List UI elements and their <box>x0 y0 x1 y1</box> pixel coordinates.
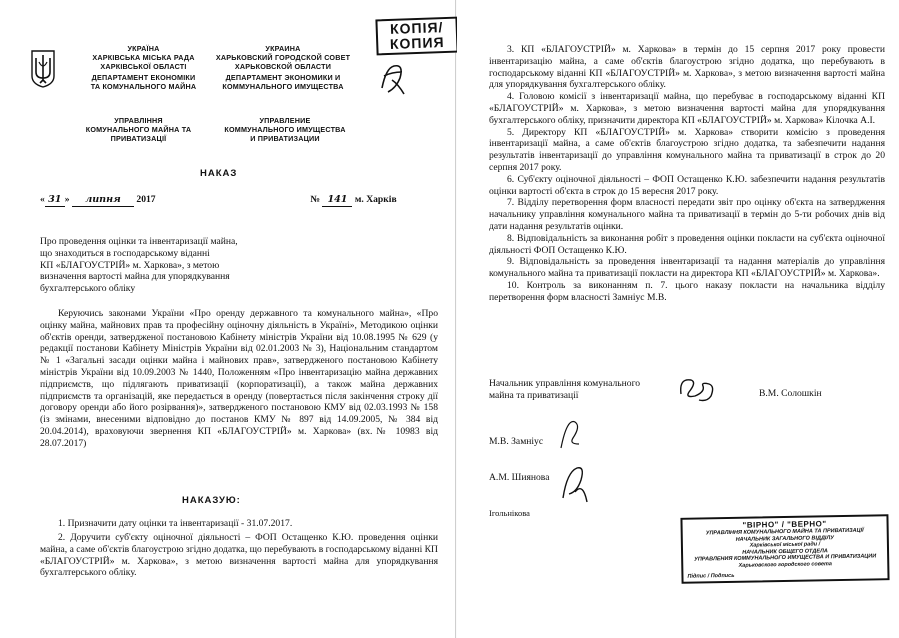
signature-icon <box>675 372 719 406</box>
verno-stamp-title: "ВІРНО" / "ВЕРНО" <box>742 519 827 530</box>
verno-stamp-line: УПРАВЛЕНИЯ КОММУНАЛЬНОГО ИМУЩЕСТВА И ПРИВАТИЗАЦИИ <box>694 553 877 563</box>
order-subject-line: КП «БЛАГОУСТРІЙ» м. Харкова», з метою <box>40 259 220 271</box>
approver-signature-icon <box>557 414 591 454</box>
order-item: 6. Суб'єкту оціночної діяльності – ФОП Остащенко К.Ю. забезпечити надання результатів оцінки вартості об'єкта в строк до 15 вересня 2017 року. <box>489 173 885 197</box>
order-subject-line: визначення вартості майна для упорядкування <box>40 271 230 283</box>
header-ua-dept-line: УПРАВЛІННЯ <box>114 116 163 125</box>
order-number-label: № <box>310 194 321 205</box>
header-ru-line: УКРАИНА <box>265 44 301 53</box>
signatory-position-line: майна та приватизації <box>489 389 579 401</box>
header-ru-dept-line: КОММУНАЛЬНОГО ИМУЩЕСТВА <box>224 125 346 134</box>
verno-stamp-line: НАЧАЛЬНИК ОБЩЕГО ОТДЕЛА <box>742 548 828 556</box>
order-item: 3. КП «БЛАГОУСТРІЙ» м. Харкова» в термін до 15 серпня 2017 року провести інвентаризацію майна, а саме об'єктів благоустрою згідно додатка, що перебувають в господарському віданні КП «БЛАГОУСТРІЙ» м. Харкова», з метою визначення вартості майна для упорядкування бухгалтерського обліку. <box>489 44 885 91</box>
order-date-day: 31 <box>45 194 65 207</box>
verno-stamp-line: НАЧАЛЬНИК ЗАГАЛЬНОГО ВІДДІЛУ <box>735 534 834 543</box>
order-item: 7. Відділу перетворення форм власності передати звіт про оцінку об'єкта на затвердження начальнику управління комунального майна та приватизації в термін до 5-ти робочих днів від дати надання результатів оцінки. <box>489 197 885 232</box>
order-item: 9. Відповідальність за проведення інвентаризації та надання матеріалів до управління комунального майна та приватизації покласти на директора КП «БЛАГОУСТРІЙ» м. Харкова». <box>489 256 885 280</box>
preamble-paragraph: Керуючись законами України «Про оренду державного та комунального майна», «Про оцінку майна, майнових прав та професійну оціночну діяльність в Україні», Методикою оцінки об'єктів оренди, затвердженої постановою Кабінету міністрів України від 10.08.1995 № 629 (у редакції постанови Кабінету Міністрів України від 02.01.2003 № 3), Національним стандартом № 1 «Загальні засади оцінки майна і майнових прав», затвердженого постановою Кабінету міністрів України від 10.09.2003 № 1440, Положенням «Про інвентаризацію майна державних підприємств, що підлягають приватизації (корпоратизації), а також майна державних підприємств та організацій, яке передається в оренду (повертається після закінчення строку дії договору оренди або його розірвання)», затвердженого постановою КМУ від 02.03.1993 № 158 (із змінами, внесеними відповідно до постанов КМУ № 897 від 14.09.2005, № 384 від 20.04.2014), враховуючи звернення КП «БЛАГОУСТРІЙ» м. Харкова» (вх.№ 10983 від 28.07.2017) <box>40 308 438 449</box>
coat-of-arms-icon <box>30 50 56 88</box>
verno-stamp-line: УПРАВЛІННЯ КОМУНАЛЬНОГО МАЙНА ТА ПРИВАТИЗАЦІЇ <box>705 527 864 537</box>
copy-stamp <box>375 17 458 56</box>
executor-name: Ігольнікова <box>489 508 530 518</box>
verno-stamp-line: Харківської міської ради / <box>749 541 821 549</box>
verno-stamp <box>680 514 889 584</box>
header-ua-line: УКРАЇНА <box>127 44 160 53</box>
order-date-month: липня <box>72 194 134 207</box>
header-ru-line: КОММУНАЛЬНОГО ИМУЩЕСТВА <box>222 82 344 91</box>
page-right <box>457 0 899 638</box>
order-subject-line: бухгалтерського обліку <box>40 283 136 295</box>
approver-signature-icon <box>559 462 595 508</box>
approver-name: М.В. Замніус <box>489 436 544 447</box>
nakazuyu-heading: НАКАЗУЮ: <box>182 495 241 506</box>
copy-stamp-line: КОПИЯ <box>389 34 445 52</box>
approver-name: А.М. Шиянова <box>489 472 550 483</box>
order-subject-line: що знаходиться в господарському віданні <box>40 247 210 259</box>
order-item: 10. Контроль за виконанням п. 7. цього наказу покласти на начальника відділу перетворення форм власності Замніус М.В. <box>489 279 885 303</box>
signatory-position-line: Начальник управління комунального <box>489 378 641 389</box>
order-number: 141 <box>322 194 352 207</box>
header-ua-line: ТА КОМУНАЛЬНОГО МАЙНА <box>90 82 197 91</box>
header-ua-dept-line: КОМУНАЛЬНОГО МАЙНА ТА <box>85 125 192 134</box>
order-item: 8. Відповідальність за виконання робіт з проведення оцінки покласти на суб'єкта оціночної діяльності ФОП Остащенко К.Ю. <box>489 232 885 256</box>
header-ua-dept <box>66 116 211 143</box>
signatory-name: В.М. Солошкін <box>759 388 822 399</box>
copy-stamp-line: КОПІЯ/ <box>389 19 444 37</box>
order-date-line: « 31 » липня 2017 № 141 м. Харків <box>40 194 397 205</box>
verno-stamp-line: Харьковского городского совета <box>738 561 832 569</box>
order-title: НАКАЗ <box>200 168 238 179</box>
header-ua-line: ХАРКІВСЬКА МІСЬКА РАДА <box>92 53 195 62</box>
order-item: 5. Директору КП «БЛАГОУСТРІЙ» м. Харкова» створити комісію з проведення інвентаризації майна, а саме об'єктів благоустрою згідно додатка, та забезпечити надання результатів інвентаризації до управління комунального майна та приватизації в строк до 20 серпня 2017 року. <box>489 126 885 173</box>
header-ru-line: ХАРЬКОВСКИЙ ГОРОДСКОЙ СОВЕТ <box>215 53 351 62</box>
header-ru-line: ДЕПАРТАМЕНТ ЭКОНОМИКИ И <box>225 73 341 82</box>
order-items-right <box>489 44 885 304</box>
header-ru-dept <box>210 116 360 143</box>
handwritten-mark-icon <box>378 58 408 100</box>
header-ua-line: ХАРКІВСЬКОЇ ОБЛАСТІ <box>100 62 187 71</box>
header-ru-dept-line: УПРАВЛЕНИЕ <box>259 116 311 125</box>
header-ru-line: ХАРЬКОВСКОЙ ОБЛАСТИ <box>234 62 332 71</box>
order-item: 4. Головою комісії з інвентаризації майна, що перебуває в господарському віданні КП «БЛАГОУСТРІЙ» м. Харкова», з метою визначення вартості майна для упорядкування бухгалтерського обліку, призначити директора КП «БЛАГОУСТРІЙ» м. Харкова» Кілочка А.І. <box>489 91 885 126</box>
verno-stamp-footer: Підпис / Подпись <box>687 572 735 580</box>
order-item: 1. Призначити дату оцінки та інвентаризації - 31.07.2017. <box>58 518 293 529</box>
header-ua <box>76 44 211 91</box>
order-item: 2. Доручити суб'єкту оціночної діяльності – ФОП Остащенко К.Ю. проведення оцінки майна, а саме об'єктів благоустрою згідно додатка, що перебувають в господарському віданні КП «БЛАГОУСТРІЙ» м. Харкова», з метою визначення вартості майна для упорядкування бухгалтерського обліку. <box>40 532 438 579</box>
header-ru <box>208 44 358 91</box>
order-subject-line: Про проведення оцінки та інвентаризації майна, <box>40 236 238 247</box>
header-ua-dept-line: ПРИВАТИЗАЦІЇ <box>110 134 167 143</box>
signatory-position <box>489 378 689 402</box>
header-ru-dept-line: И ПРИВАТИЗАЦИИ <box>250 134 320 143</box>
order-city: м. Харків <box>354 194 397 205</box>
order-date-year: 2017 <box>136 194 156 205</box>
header-ua-line: ДЕПАРТАМЕНТ ЕКОНОМІКИ <box>91 73 196 82</box>
order-subject <box>40 236 255 295</box>
